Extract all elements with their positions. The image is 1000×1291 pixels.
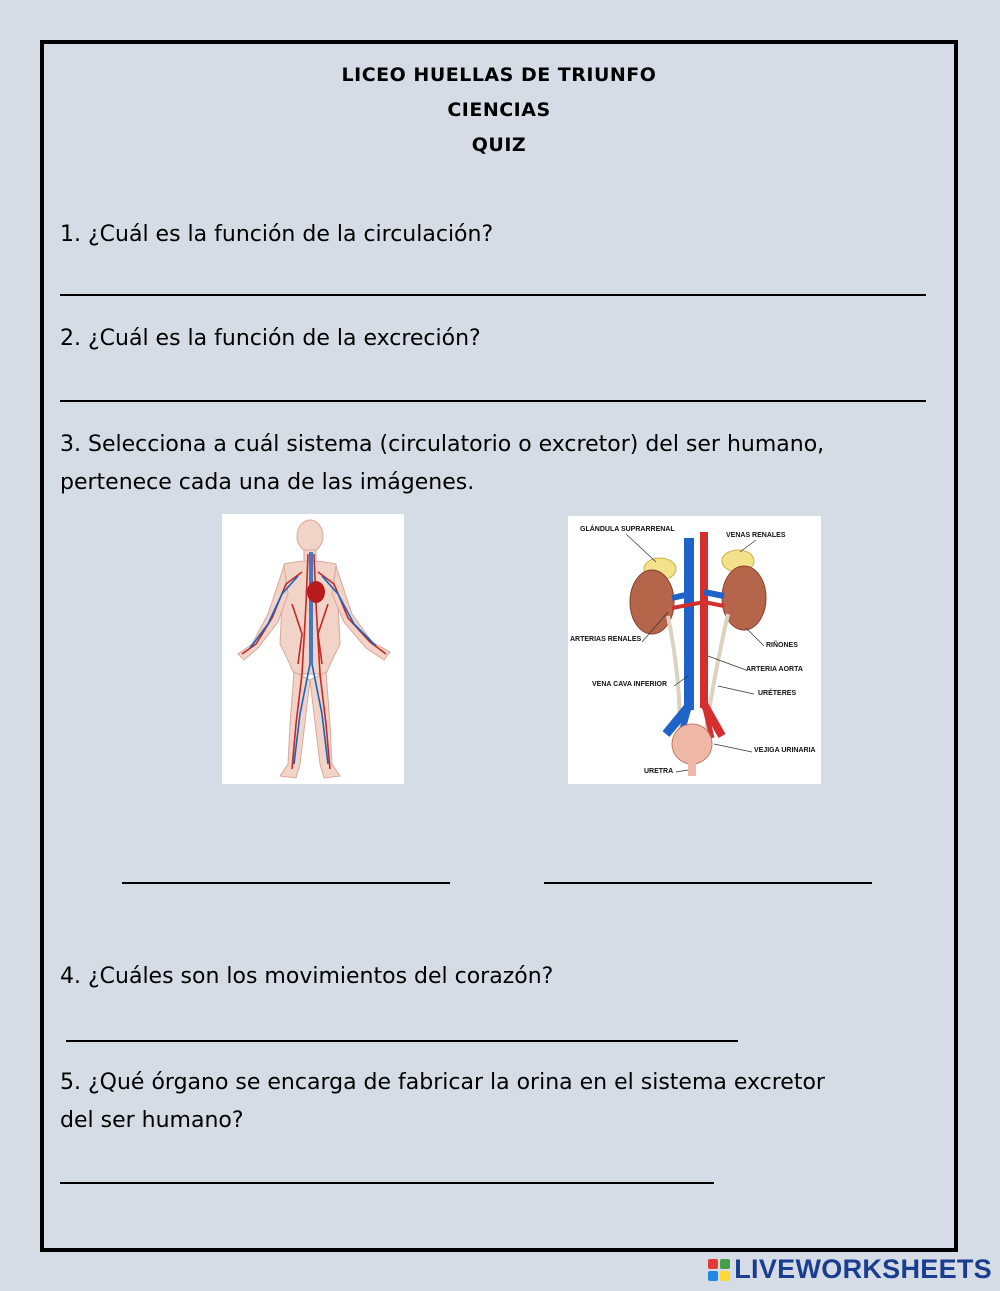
worksheet xyxy=(40,40,958,1252)
excretory-system-image xyxy=(568,516,821,784)
label-urethra: URETRA xyxy=(644,768,674,775)
human-body-figure xyxy=(222,514,404,784)
question-4: 4. ¿Cuáles son los movimientos del corazón? xyxy=(60,964,554,989)
subject-title: CIENCIAS xyxy=(447,99,551,121)
logo-square-green xyxy=(720,1259,730,1269)
label-kidneys: RIÑONES xyxy=(766,642,798,649)
question-3-line-1: 3. Selecciona a cuál sistema (circulatorio o excretor) del ser humano, xyxy=(60,432,825,457)
label-ureters: URÉTERES xyxy=(758,690,797,697)
circulatory-system-image xyxy=(222,514,404,784)
label-aorta: ARTERIA AORTA xyxy=(746,666,803,673)
liveworksheets-brand xyxy=(708,1254,992,1285)
label-bladder: VEJIGA URINARIA xyxy=(754,747,816,754)
answer-line-2[interactable] xyxy=(60,400,926,402)
question-3-line-2: pertenece cada una de las imágenes. xyxy=(60,470,475,495)
quiz-title: QUIZ xyxy=(471,134,527,156)
label-renal-veins: VENAS RENALES xyxy=(726,532,786,539)
answer-line-1[interactable] xyxy=(60,294,926,296)
logo-square-yellow xyxy=(720,1271,730,1281)
logo-square-red xyxy=(708,1259,718,1269)
logo-square-blue xyxy=(708,1271,718,1281)
question-2: 2. ¿Cuál es la función de la excreción? xyxy=(60,326,481,351)
answer-line-5[interactable] xyxy=(60,1182,714,1184)
school-name: LICEO HUELLAS DE TRIUNFO xyxy=(341,64,657,86)
urinary-system-diagram xyxy=(568,516,821,784)
label-vena-cava: VENA CAVA INFERIOR xyxy=(592,681,668,688)
brand-name: LIVEWORKSHEETS xyxy=(734,1254,992,1284)
label-adrenal-gland: GLÁNDULA SUPRARRENAL xyxy=(580,526,675,533)
liveworksheets-logo-icon xyxy=(708,1259,730,1281)
answer-line-3b[interactable] xyxy=(544,882,872,884)
answer-line-3a[interactable] xyxy=(122,882,450,884)
label-renal-arteries: ARTERIAS RENALES xyxy=(570,636,642,643)
question-5-line-2: del ser humano? xyxy=(60,1108,244,1133)
answer-line-4[interactable] xyxy=(66,1040,738,1042)
question-1: 1. ¿Cuál es la función de la circulación? xyxy=(60,222,494,247)
question-5-line-1: 5. ¿Qué órgano se encarga de fabricar la orina en el sistema excretor xyxy=(60,1070,825,1095)
